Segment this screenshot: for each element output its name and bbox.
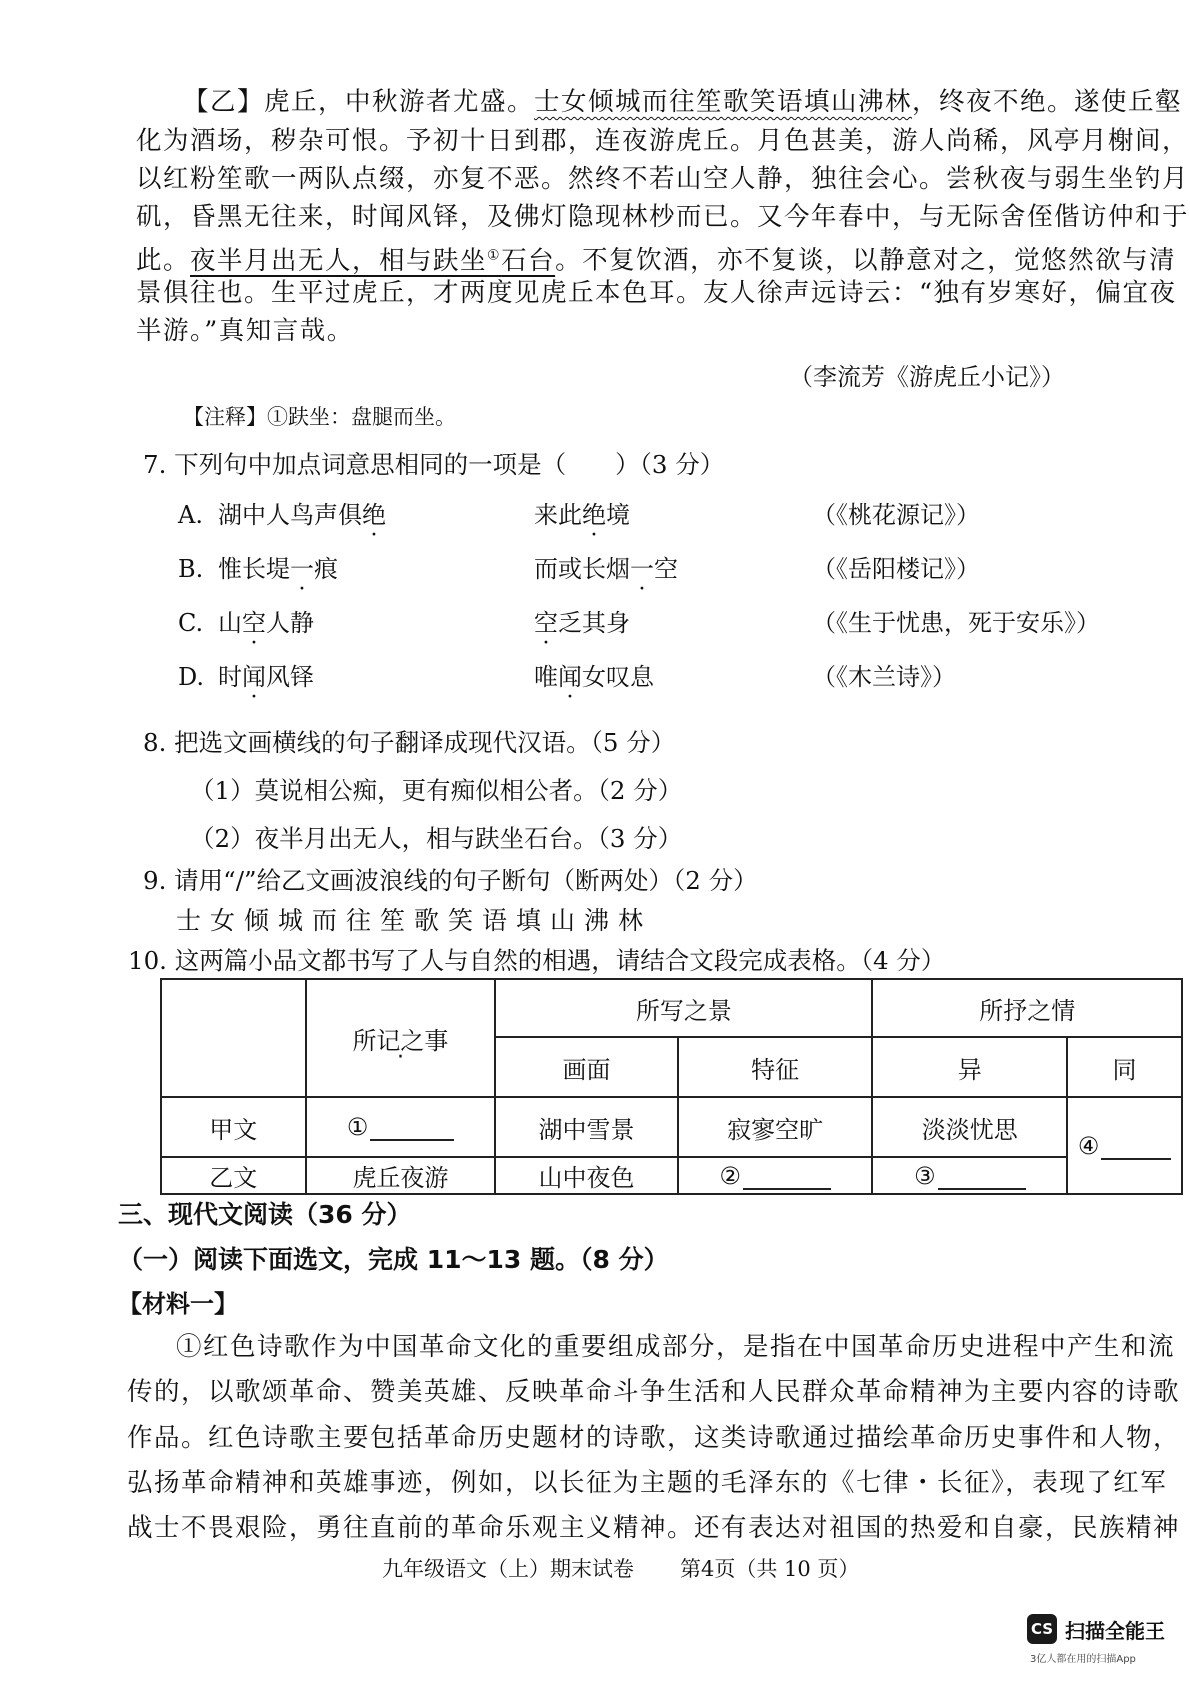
option-phrase-2: 而或长烟一空	[534, 555, 678, 583]
option-source: （《桃花源记》）	[812, 501, 980, 529]
option-source: （《木兰诗》）	[812, 663, 956, 691]
material-label: 【材料一】	[118, 1290, 238, 1318]
option-source: （《生于忧患，死于安乐》）	[812, 609, 1100, 637]
scanner-name: 扫描全能王	[1065, 1618, 1165, 1643]
footer-page: 第4页（共 10 页）	[680, 1557, 860, 1581]
table-corner	[161, 979, 306, 1097]
cell-picture-jia: 湖中雪景	[495, 1097, 677, 1157]
option-phrase-2: 空乏其身	[534, 609, 630, 637]
cell-feature-jia: 寂寥空旷	[678, 1097, 873, 1157]
header-feature: 特征	[678, 1037, 873, 1097]
passage-line-1: 【乙】虎丘，中秋游者尤盛。士女倾城而往笙歌笑语填山沸林，终夜不绝。遂使丘壑	[183, 87, 1183, 117]
passage-source: （李流芳《游虎丘小记》）	[789, 363, 1065, 391]
option-letter: D.	[178, 663, 205, 691]
cell-event-yi: 虎丘夜游	[306, 1157, 496, 1194]
dotted-word: 空	[242, 609, 266, 637]
cell-diff-jia: 淡淡忧思	[872, 1097, 1067, 1157]
option-phrase-1: 湖中人鸟声俱绝	[218, 501, 386, 529]
option-phrase-2: 唯闻女叹息	[534, 663, 654, 691]
header-scene: 所写之景	[495, 979, 872, 1037]
dotted-word: 闻	[558, 663, 582, 691]
option-letter: A.	[178, 501, 203, 529]
option-phrase-1: 惟长堤一痕	[218, 555, 338, 583]
material-line-2: 传的，以歌颂革命、赞美英雄、反映革命斗争生活和人民群众革命精神为主要内容的诗歌	[127, 1377, 1181, 1407]
cell-picture-yi: 山中夜色	[495, 1157, 677, 1194]
material-line-5: 战士不畏艰险，勇往直前的革命乐观主义精神。还有表达对祖国的热爱和自豪，民族精神	[127, 1513, 1181, 1543]
passage-line-3: 以红粉笙歌一两队点缀，亦复不恶。然终不若山空人静，独往会心。尝秋夜与弱生坐钓月	[136, 164, 1190, 194]
question-8-stem: 8. 把选文画横线的句子翻译成现代汉语。（5 分）	[143, 728, 676, 757]
question-7-stem: 7. 下列句中加点词意思相同的一项是（ ）（3 分）	[143, 450, 725, 479]
dotted-word: 一	[290, 555, 314, 583]
header-same: 同	[1067, 1037, 1182, 1097]
question-8-sentence-2: （2）夜半月出无人，相与趺坐石台。（3 分）	[190, 824, 683, 853]
header-emotion: 所抒之情	[872, 979, 1182, 1037]
section-3-title: 三、现代文阅读（36 分）	[118, 1200, 412, 1229]
passage-line-2: 化为酒场，秽杂可恨。予初十日到郡，连夜游虎丘。月色甚美，游人尚稀，风亭月榭间，	[136, 126, 1190, 156]
header-picture: 画面	[495, 1037, 677, 1097]
header-diff: 异	[872, 1037, 1067, 1097]
option-letter: B.	[178, 555, 204, 583]
question-9-stem: 9. 请用“/”给乙文画波浪线的句子断句（断两处）（2 分）	[143, 866, 758, 895]
option-source: （《岳阳楼记》）	[812, 555, 980, 583]
blank-3[interactable]: ③	[872, 1157, 1067, 1194]
wavy-underlined-sentence: 士女倾城而往笙歌笑语填山沸林	[534, 87, 913, 117]
question-8-sentence-1: （1）莫说相公痴，更有痴似相公者。（2 分）	[190, 776, 683, 805]
header-event: 所记之事	[306, 979, 496, 1097]
cs-badge-icon: CS	[1027, 1614, 1057, 1644]
option-phrase-1: 山空人静	[218, 609, 314, 637]
row-label-yi: 乙文	[161, 1157, 306, 1194]
option-phrase-2: 来此绝境	[534, 501, 630, 529]
dotted-word: 闻	[242, 663, 266, 691]
blank-2[interactable]: ②	[678, 1157, 873, 1194]
passage-line-5: 此。夜半月出无人，相与趺坐①石台。不复饮酒，亦不复谈，以静意对之，觉悠然欲与清	[136, 245, 1177, 276]
footer-title: 九年级语文（上）期末试卷	[382, 1557, 634, 1581]
passage-line-7: 半游。”真知言哉。	[136, 316, 354, 346]
blank-4[interactable]: ④	[1067, 1097, 1182, 1194]
row-label-jia: 甲文	[161, 1097, 306, 1157]
passage-line-6: 景俱往也。生平过虎丘，才两度见虎丘本色耳。友人徐声远诗云：“独有岁寒好，偏宜夜	[136, 278, 1177, 308]
option-phrase-1: 时闻风铎	[218, 663, 314, 691]
section-3-subtitle: （一）阅读下面选文，完成 11～13 题。（8 分）	[118, 1245, 669, 1274]
material-line-1: ①红色诗歌作为中国革命文化的重要组成部分，是指在中国革命历史进程中产生和流	[176, 1332, 1176, 1362]
material-line-3: 作品。红色诗歌主要包括革命历史题材的诗歌，这类诗歌通过描绘革命历史事件和人物，	[127, 1423, 1181, 1453]
scanner-logo	[1027, 1614, 1165, 1644]
question-9-sentence: 士女倾城而往笙歌笑语填山沸林	[176, 906, 653, 935]
passage-note: 【注释】①趺坐：盘腿而坐。	[183, 405, 456, 429]
dotted-word: 绝	[582, 501, 606, 529]
dotted-word: 一	[630, 555, 654, 583]
question-10-stem: 10. 这两篇小品文都书写了人与自然的相遇，请结合文段完成表格。（4 分）	[128, 946, 946, 975]
blank-1[interactable]: ①	[306, 1097, 496, 1157]
underlined-sentence: 夜半月出无人，相与趺坐①石台	[190, 245, 556, 276]
dotted-word: 绝	[362, 501, 386, 529]
comparison-table	[160, 978, 1183, 1195]
passage-line-4: 矶，昏黑无往来，时闻风铎，及佛灯隐现林杪而已。又今年春中，与无际舍侄偕访仲和于	[136, 202, 1190, 232]
option-letter: C.	[178, 609, 204, 637]
material-line-4: 弘扬革命精神和英雄事迹，例如，以长征为主题的毛泽东的《七律・长征》，表现了红军	[127, 1468, 1168, 1498]
dotted-word: 空	[534, 609, 558, 637]
scanner-tagline: 3亿人都在用的扫描App	[1030, 1654, 1136, 1665]
